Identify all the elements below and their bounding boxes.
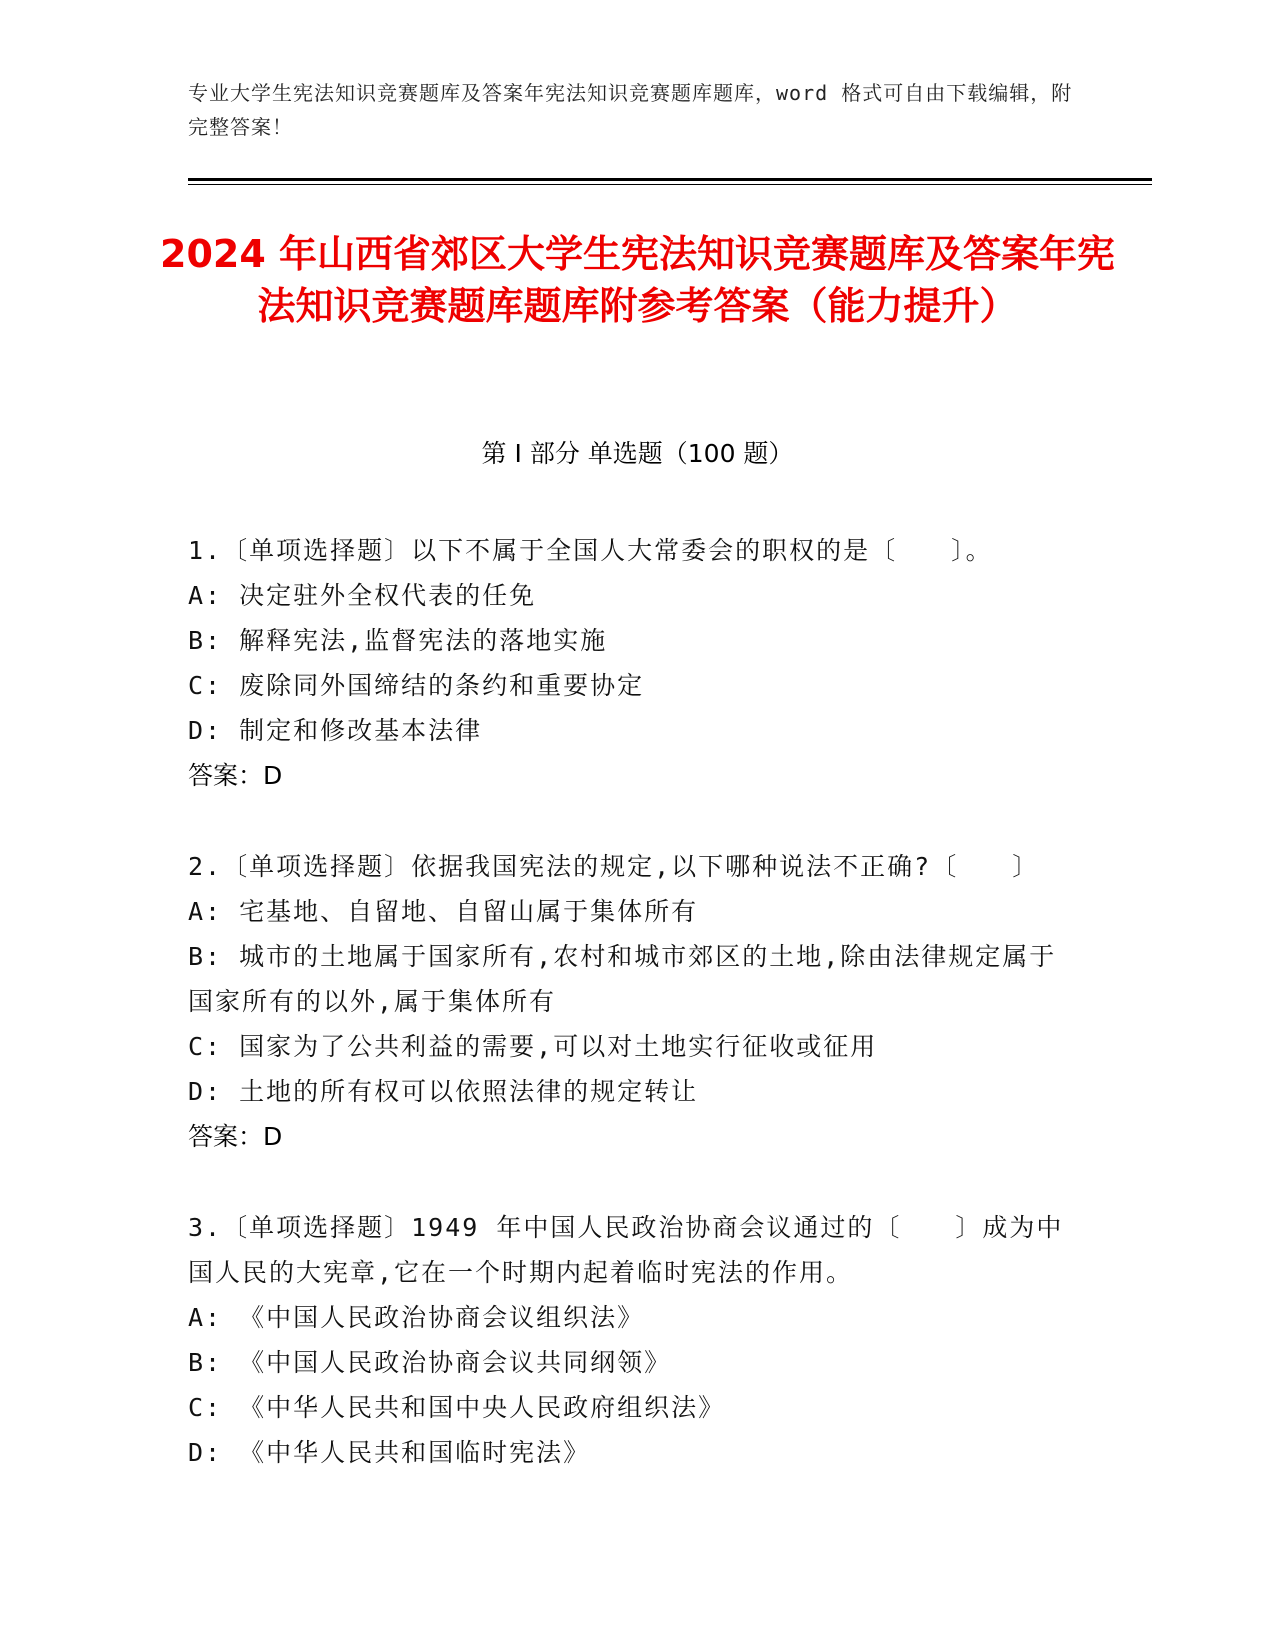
option-c: C: 国家为了公共利益的需要,可以对土地实行征收或征用 bbox=[188, 1032, 878, 1061]
option-c: C: 废除同外国缔结的条约和重要协定 bbox=[188, 671, 645, 700]
option-a: A: 宅基地、自留地、自留山属于集体所有 bbox=[188, 897, 699, 926]
section-title: 第 I 部分 单选题（100 题） bbox=[481, 439, 794, 468]
option-b: B: 城市的土地属于国家所有,农村和城市郊区的土地,除由法律规定属于国家所有的以外,属于集体所有 bbox=[188, 942, 1057, 1016]
question-3 bbox=[188, 1205, 1078, 1475]
option-a: A: 《中国人民政治协商会议组织法》 bbox=[188, 1303, 645, 1332]
question-stem: 3.〔单项选择题〕1949 年中国人民政治协商会议通过的〔 〕成为中国人民的大宪章,它在一个时期内起着临时宪法的作用。 bbox=[188, 1213, 1064, 1287]
option-a: A: 决定驻外全权代表的任免 bbox=[188, 581, 537, 610]
option-d: D: 土地的所有权可以依照法律的规定转让 bbox=[188, 1077, 699, 1106]
question-stem: 2.〔单项选择题〕依据我国宪法的规定,以下哪种说法不正确?〔 〕 bbox=[188, 852, 1040, 881]
header-note: 专业大学生宪法知识竞赛题库及答案年宪法知识竞赛题库题库，word 格式可自由下载编辑，附完整答案！ bbox=[188, 81, 1073, 139]
question-list bbox=[188, 528, 1078, 1521]
option-c: C: 《中华人民共和国中央人民政府组织法》 bbox=[188, 1393, 726, 1422]
question-2 bbox=[188, 844, 1078, 1159]
question-1 bbox=[188, 528, 1078, 798]
option-d: D: 《中华人民共和国临时宪法》 bbox=[188, 1438, 591, 1467]
document-title: 2024 年山西省郊区大学生宪法知识竞赛题库及答案年宪法知识竞赛题库题库附参考答案（能力提升） bbox=[160, 232, 1115, 328]
answer: 答案：D bbox=[188, 761, 283, 790]
answer: 答案：D bbox=[188, 1122, 283, 1151]
header-rule-thin bbox=[188, 184, 1152, 185]
option-b: B: 解释宪法,监督宪法的落地实施 bbox=[188, 626, 608, 655]
header-rule-thick bbox=[188, 178, 1152, 181]
option-b: B: 《中国人民政治协商会议共同纲领》 bbox=[188, 1348, 672, 1377]
option-d: D: 制定和修改基本法律 bbox=[188, 716, 483, 745]
question-stem: 1.〔单项选择题〕以下不属于全国人大常委会的职权的是〔 〕。 bbox=[188, 536, 993, 565]
